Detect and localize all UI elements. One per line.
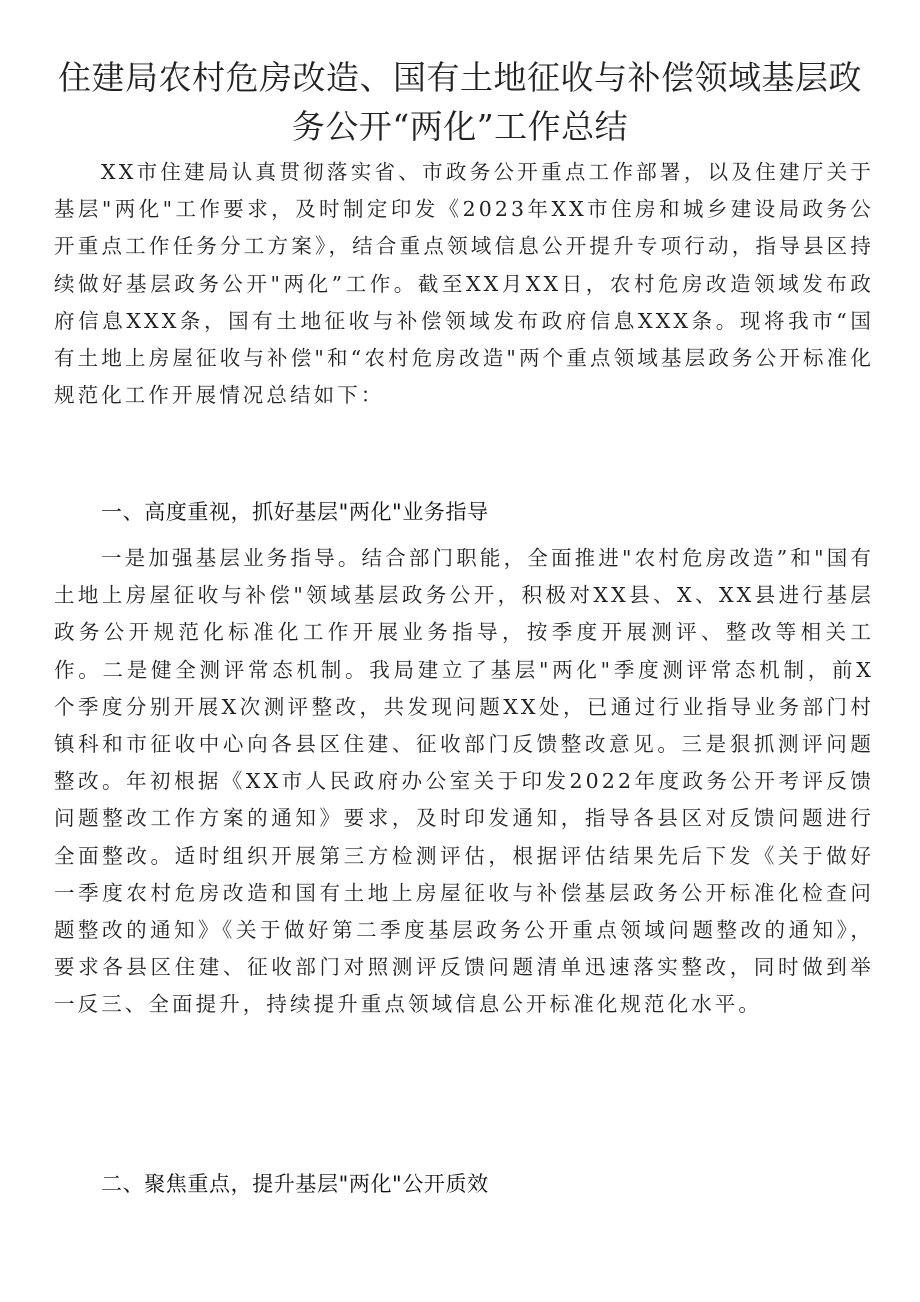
section-2-heading: 二、聚焦重点，提升基层"两化"公开质效 bbox=[101, 1172, 489, 1196]
section-1-paragraph: 一是加强基层业务指导。结合部门职能，全面推进"农村危房改造”和"国有土地上房屋征收与补偿"领域基层政务公开，积极对XX县、X、XX县进行基层政务公开规范化标准化工作开展业务指导，按季度开展测评、整改等相关工作。二是健全测评常态机制。我局建立了基层"两化"季度测评常态机制，前X个季度分别开展X次测评整改，共发现问题XX处，已通过行业指导业务部门村镇科和市征收中心向各县区住建、征收部门反馈整改意见。三是狠抓测评问题整改。年初根据《XX市人民政府办公室关于印发2022年度政务公开考评反馈问题整改工作方案的通知》要求，及时印发通知，指导各县区对反馈问题进行全面整改。适时组织开展第三方检测评估，根据评估结果先后下发《关于做好一季度农村危房改造和国有土地上房屋征收与补偿基层政务公开标准化检查问题整改的通知》《关于做好第二季度基层政务公开重点领域问题整改的通知》，要求各县区住建、征收部门对照测评反馈问题清单迅速落实整改，同时做到举一反三、全面提升，持续提升重点领域信息公开标准化规范化水平。 bbox=[54, 546, 874, 1017]
section-1-heading: 一、高度重视，抓好基层"两化"业务指导 bbox=[101, 500, 489, 524]
intro-paragraph: XX市住建局认真贯彻落实省、市政务公开重点工作部署，以及住建厅关于基层"两化"工作要求，及时制定印发《2023年XX市住房和城乡建设局政务公开重点工作任务分工方案》，结合重点领域信息公开提升专项行动，指导县区持续做好基层政务公开"两化”工作。截至XX月XX日，农村危房改造领域发布政府信息XXX条，国有土地征收与补偿领域发布政府信息XXX条。现将我市“国有土地上房屋征收与补偿"和“农村危房改造"两个重点领域基层政务公开标准化规范化工作开展情况总结如下： bbox=[54, 160, 874, 408]
document-title-line-1: 住建局农村危房改造、国有土地征收与补偿领域基层政 bbox=[58, 58, 862, 97]
document-title-line-2: 务公开“两化”工作总结 bbox=[291, 107, 629, 146]
